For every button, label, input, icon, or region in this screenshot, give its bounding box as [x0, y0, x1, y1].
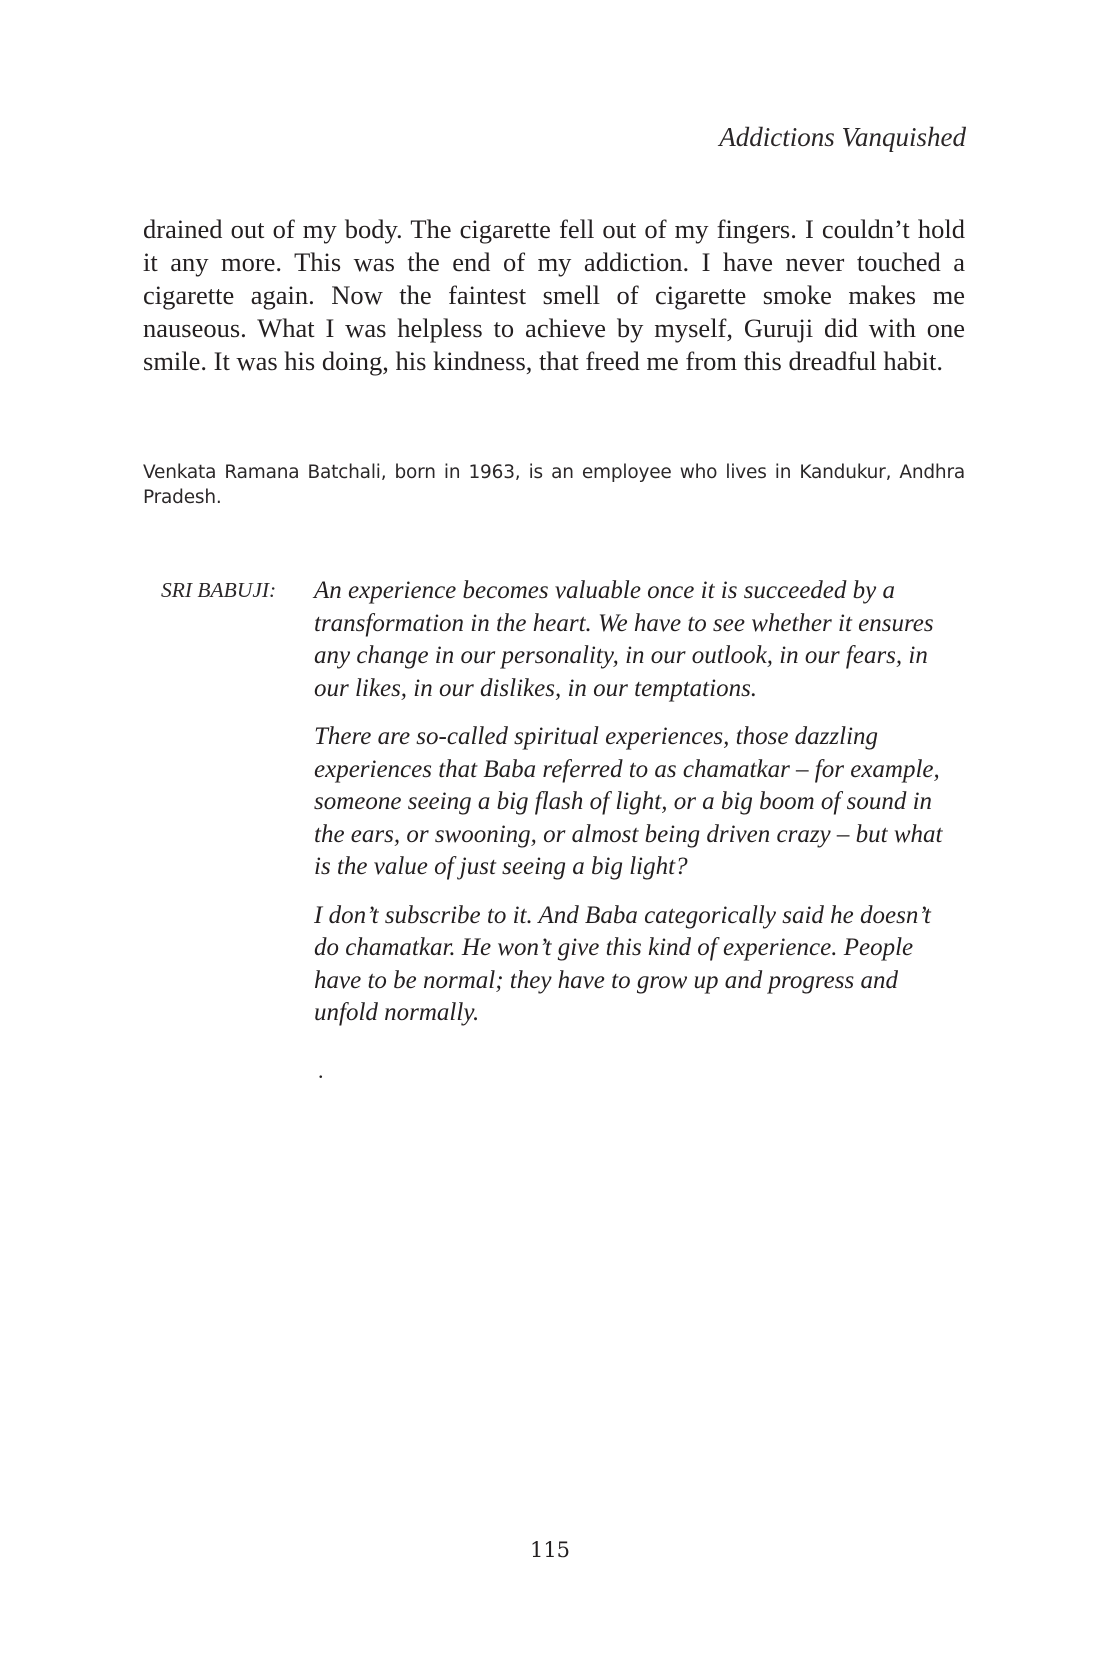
running-head: Addictions Vanquished	[719, 122, 966, 152]
page-number: 115	[529, 1538, 571, 1562]
quote-paragraph: There are so-called spiritual experiences, those dazzling experiences that Baba referred to as chamatkar – for example, someone seeing a big flash of light, or a big boom of sound in the ears, or swooning, or almost being driven crazy – but what is the value of just seeing a big light?	[314, 723, 943, 880]
bio-note: Venkata Ramana Batchali, born in 1963, is an employee who lives in Kandukur, Andhra Pradesh.	[143, 462, 965, 508]
body-paragraph: drained out of my body. The cigarette fell out of my fingers. I couldn’t hold it any more. This was the end of my addiction. I have never touched a cigarette again. Now the faintest smell of cigarette smoke makes me nauseous. What I was helpless to achieve by myself, Guruji did with one smile. It was his doing, his kindness, that freed me from this dreadful habit.	[143, 214, 965, 376]
quote-speaker: SRI BABUJI:	[161, 578, 277, 602]
quote-block	[314, 575, 954, 1046]
quote-paragraph: An experience becomes valuable once it is succeeded by a transformation in the heart. We have to see whether it ensures any change in our personality, in our outlook, in our fears, in our likes, in our dislikes, in our temptations.	[314, 577, 934, 702]
quote-paragraph: I don’t subscribe to it. And Baba categorically said he doesn’t do chamatkar. He won’t give this kind of experience. People have to be normal; they have to grow up and progress and unfold normally.	[314, 901, 931, 1026]
trailing-mark: .	[318, 1058, 324, 1083]
